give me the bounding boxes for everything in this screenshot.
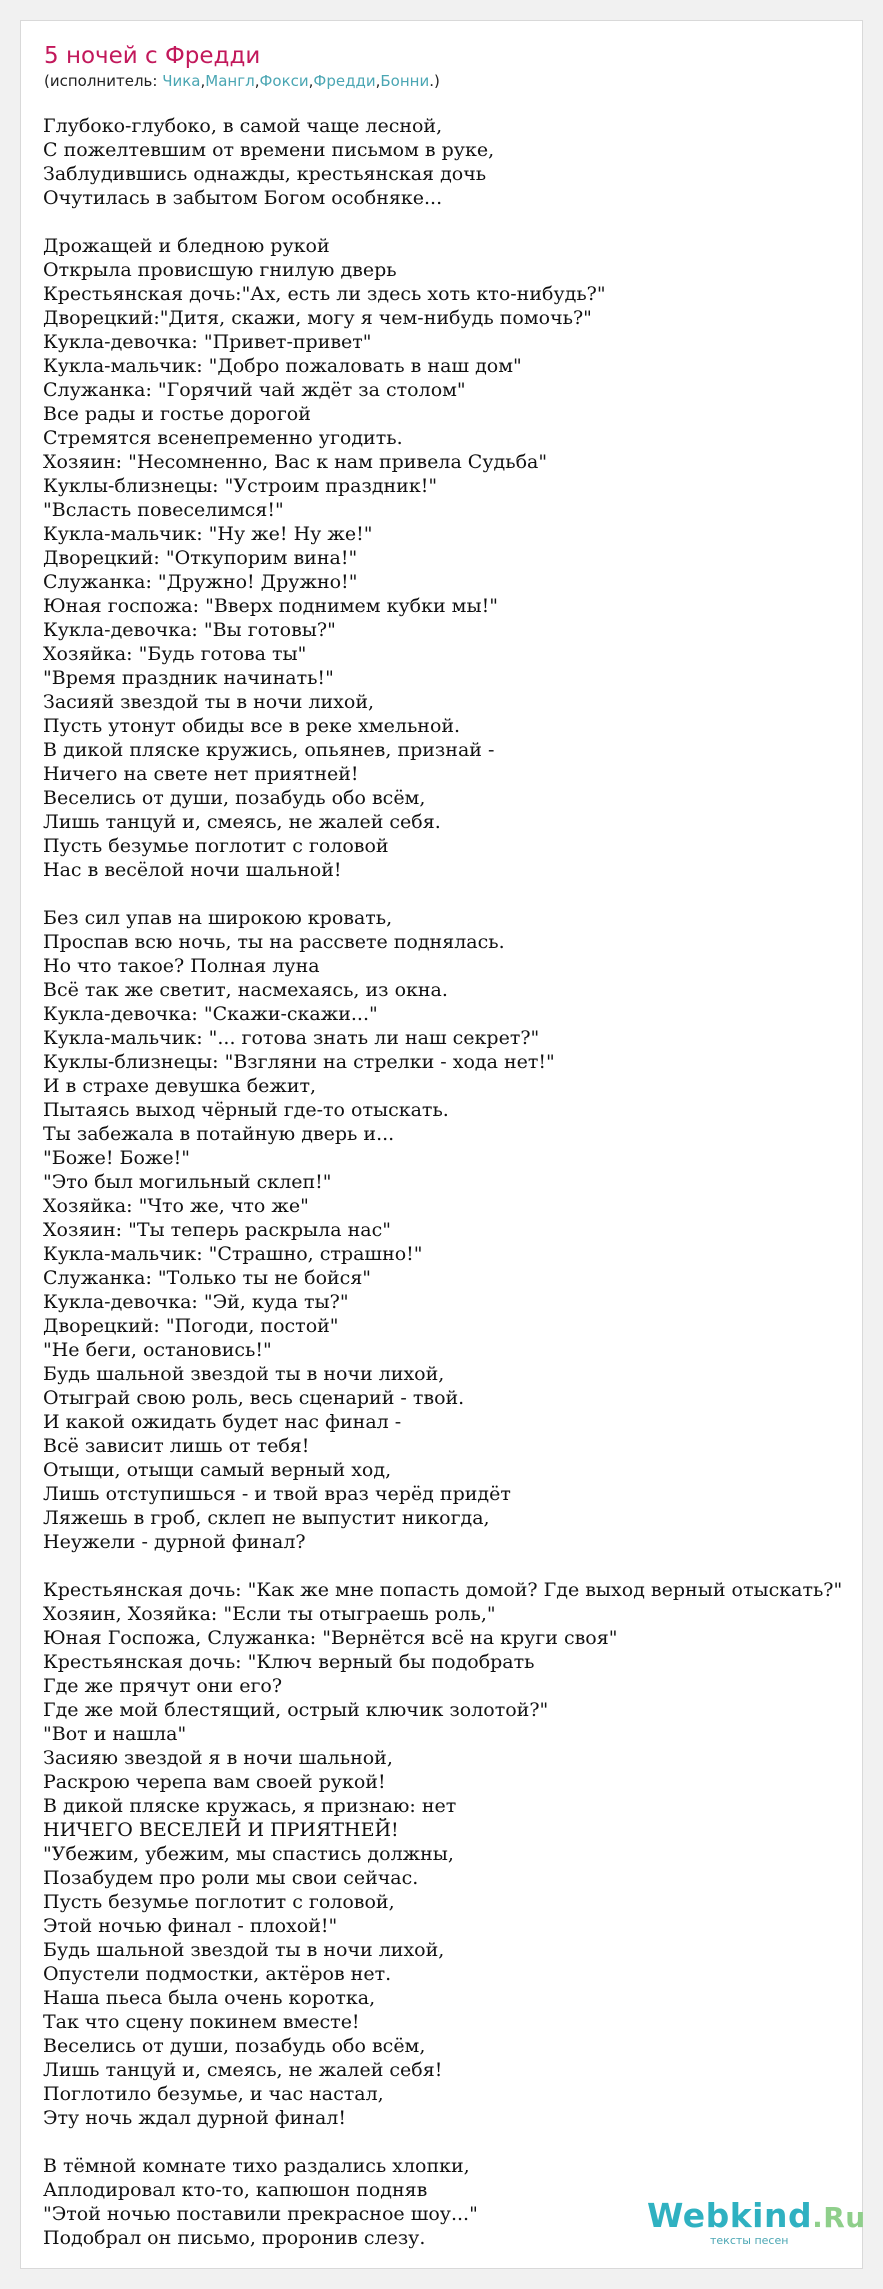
performer-link-freddy[interactable]: Фредди [313, 72, 376, 90]
lyric-line: Пытаясь выход чёрный где-то отыскать. [43, 1099, 449, 1121]
performer-separator: , [375, 72, 381, 90]
lyric-line: Будь шальной звездой ты в ночи лихой, [43, 1363, 445, 1385]
lyric-line: Открыла провисшую гнилую дверь [43, 259, 397, 281]
lyric-line: Хозяйка: "Будь готова ты" [43, 643, 307, 665]
lyric-line: Служанка: "Дружно! Дружно!" [43, 571, 358, 593]
lyric-line: Лишь отступишься - и твой враз черёд придёт [43, 1483, 511, 1505]
performer-link-mangle[interactable]: Мангл [205, 72, 255, 90]
lyric-line: Пусть безумье поглотит с головой, [43, 1891, 395, 1913]
performers-close: .) [429, 72, 440, 90]
lyric-line: Всё зависит лишь от тебя! [43, 1435, 310, 1457]
lyric-line: Поглотило безумье, и час настал, [43, 2083, 384, 2105]
logo-tagline: тексты песен [710, 2234, 789, 2247]
song-title: 5 ночей с Фредди [44, 43, 261, 69]
lyric-line: Без сил упав на широкою кровать, [43, 907, 393, 929]
lyric-line: НИЧЕГО ВЕСЕЛЕЙ И ПРИЯТНЕЙ! [43, 1819, 399, 1841]
lyric-line: Все рады и гостье дорогой [43, 403, 311, 425]
lyric-line: Куклы-близнецы: "Взгляни на стрелки - хода нет!" [43, 1051, 555, 1073]
stanza-gap [43, 210, 842, 234]
lyric-line: Куклы-близнецы: "Устроим праздник!" [43, 475, 438, 497]
lyric-line: "Убежим, убежим, мы спастись должны, [43, 1843, 454, 1865]
lyric-line: Раскрою черепа вам своей рукой! [43, 1771, 386, 1793]
lyric-line: Этой ночью финал - плохой!" [43, 1915, 338, 1937]
lyric-line: Засияй звездой ты в ночи лихой, [43, 691, 375, 713]
performer-separator: , [254, 72, 260, 90]
lyric-line: В дикой пляске кружись, опьянев, признай - [43, 739, 495, 761]
lyric-line: Крестьянская дочь: "Как же мне попасть домой? Где выход верный отыскать?" [43, 1579, 843, 1601]
lyric-line: Наша пьеса была очень коротка, [43, 1987, 376, 2009]
lyric-line: Веселись от души, позабудь обо всём, [43, 2035, 426, 2057]
lyric-line: "Не беги, остановись!" [43, 1339, 272, 1361]
performers-open-paren: ( [44, 72, 50, 90]
lyric-line: Кукла-мальчик: "Страшно, страшно!" [43, 1243, 423, 1265]
lyric-line: Дворецкий:"Дитя, скажи, могу я чем-нибудь помочь?" [43, 307, 592, 329]
lyric-line: Где же прячут они его? [43, 1675, 283, 1697]
lyric-line: Стремятся всенепременно угодить. [43, 427, 403, 449]
lyric-line: И какой ожидать будет нас финал - [43, 1411, 402, 1433]
lyric-line: В дикой пляске кружась, я признаю: нет [43, 1795, 457, 1817]
lyric-line: Так что сцену покинем вместе! [43, 2011, 360, 2033]
performer-separator: , [308, 72, 314, 90]
lyric-line: Веселись от души, позабудь обо всём, [43, 787, 426, 809]
lyric-line: Отыграй свою роль, весь сценарий - твой. [43, 1387, 465, 1409]
lyric-line: "Этой ночью поставили прекрасное шоу..." [43, 2203, 478, 2225]
lyric-line: "Боже! Боже!" [43, 1147, 191, 1169]
stanza-gap [43, 2130, 842, 2154]
performer-link-bonnie[interactable]: Бонни [380, 72, 430, 90]
lyric-line: Пусть утонут обиды все в реке хмельной. [43, 715, 461, 737]
lyric-line: Хозяин: "Несомненно, Вас к нам привела Судьба" [43, 451, 548, 473]
performers-label: исполнитель: [49, 72, 163, 90]
lyric-line: Лишь танцуй и, смеясь, не жалей себя! [43, 2059, 443, 2081]
performer-link-chica[interactable]: Чика [162, 72, 201, 90]
stanza-gap [43, 882, 842, 906]
lyric-line: Кукла-девочка: "Скажи-скажи..." [43, 1003, 378, 1025]
lyrics-text [43, 114, 842, 2250]
logo-brand-main: Webkind [647, 2196, 813, 2235]
lyric-line: Хозяйка: "Что же, что же" [43, 1195, 309, 1217]
lyric-line: Кукла-мальчик: "Ну же! Ну же!" [43, 523, 373, 545]
lyric-line: Подобрал он письмо, проронив слезу. [43, 2227, 426, 2249]
lyric-line: Эту ночь ждал дурной финал! [43, 2107, 347, 2129]
lyric-line: Где же мой блестящий, острый ключик золотой?" [43, 1699, 549, 1721]
lyric-line: Юная госпожа: "Вверх поднимем кубки мы!" [43, 595, 498, 617]
lyric-line: Опустели подмостки, актёров нет. [43, 1963, 392, 1985]
lyric-line: И в страхе девушка бежит, [43, 1075, 317, 1097]
lyric-line: "Это был могильный склеп!" [43, 1171, 332, 1193]
lyric-line: Лишь танцуй и, смеясь, не жалей себя. [43, 811, 441, 833]
lyric-line: Но что такое? Полная луна [43, 955, 320, 977]
lyric-line: Кукла-девочка: "Вы готовы?" [43, 619, 336, 641]
lyric-line: Неужели - дурной финал? [43, 1531, 306, 1553]
lyric-line: Заблудившись однажды, крестьянская дочь [43, 163, 487, 185]
lyric-line: Будь шальной звездой ты в ночи лихой, [43, 1939, 445, 1961]
performers-line [44, 71, 440, 91]
lyric-line: Пусть безумье поглотит с головой [43, 835, 389, 857]
lyric-line: Ты забежала в потайную дверь и... [43, 1123, 395, 1145]
lyric-line: В тёмной комнате тихо раздались хлопки, [43, 2155, 470, 2177]
lyric-line: Дрожащей и бледною рукой [43, 235, 330, 257]
lyric-line: Ничего на свете нет приятней! [43, 763, 359, 785]
lyric-line: Хозяин: "Ты теперь раскрыла нас" [43, 1219, 391, 1241]
lyric-line: Дворецкий: "Погоди, постой" [43, 1315, 339, 1337]
lyric-line: Кукла-девочка: "Эй, куда ты?" [43, 1291, 349, 1313]
logo-wordmark [647, 2196, 866, 2238]
lyrics-card [20, 20, 863, 2269]
lyric-line: Служанка: "Только ты не бойся" [43, 1267, 372, 1289]
lyric-line: Кукла-мальчик: "Добро пожаловать в наш дом" [43, 355, 522, 377]
lyric-line: С пожелтевшим от времени письмом в руке, [43, 139, 495, 161]
lyric-line: Позабудем про роли мы свои сейчас. [43, 1867, 419, 1889]
lyric-line: Кукла-мальчик: "... готова знать ли наш секрет?" [43, 1027, 540, 1049]
lyric-line: Нас в весёлой ночи шальной! [43, 859, 342, 881]
lyric-line: Кукла-девочка: "Привет-привет" [43, 331, 372, 353]
lyric-line: Проспав всю ночь, ты на рассвете поднялась. [43, 931, 505, 953]
lyric-line: Служанка: "Горячий чай ждёт за столом" [43, 379, 466, 401]
lyric-line: Аплодировал кто-то, капюшон подняв [43, 2179, 428, 2201]
lyric-line: Глубоко-глубоко, в самой чаще лесной, [43, 115, 443, 137]
lyric-line: Очутилась в забытом Богом особняке... [43, 187, 443, 209]
lyric-line: "Всласть повеселимся!" [43, 499, 284, 521]
lyric-line: Юная Госпожа, Служанка: "Вернётся всё на круги своя" [43, 1627, 618, 1649]
lyric-line: "Вот и нашла" [43, 1723, 187, 1745]
lyric-line: "Время праздник начинать!" [43, 667, 334, 689]
stanza-gap [43, 1554, 842, 1578]
lyric-line: Крестьянская дочь: "Ключ верный бы подобрать [43, 1651, 535, 1673]
lyric-line: Отыщи, отыщи самый верный ход, [43, 1459, 392, 1481]
lyric-line: Хозяин, Хозяйка: "Если ты отыграешь роль," [43, 1603, 496, 1625]
lyric-line: Дворецкий: "Откупорим вина!" [43, 547, 358, 569]
performer-separator: , [200, 72, 206, 90]
logo-brand-suffix: .Ru [812, 2201, 866, 2234]
site-logo[interactable] [647, 2196, 866, 2276]
performer-link-foxy[interactable]: Фокси [259, 72, 309, 90]
lyric-line: Ляжешь в гроб, склеп не выпустит никогда, [43, 1507, 490, 1529]
lyric-line: Всё так же светит, насмехаясь, из окна. [43, 979, 448, 1001]
lyric-line: Крестьянская дочь:"Ах, есть ли здесь хоть кто-нибудь?" [43, 283, 606, 305]
lyric-line: Засияю звездой я в ночи шальной, [43, 1747, 393, 1769]
